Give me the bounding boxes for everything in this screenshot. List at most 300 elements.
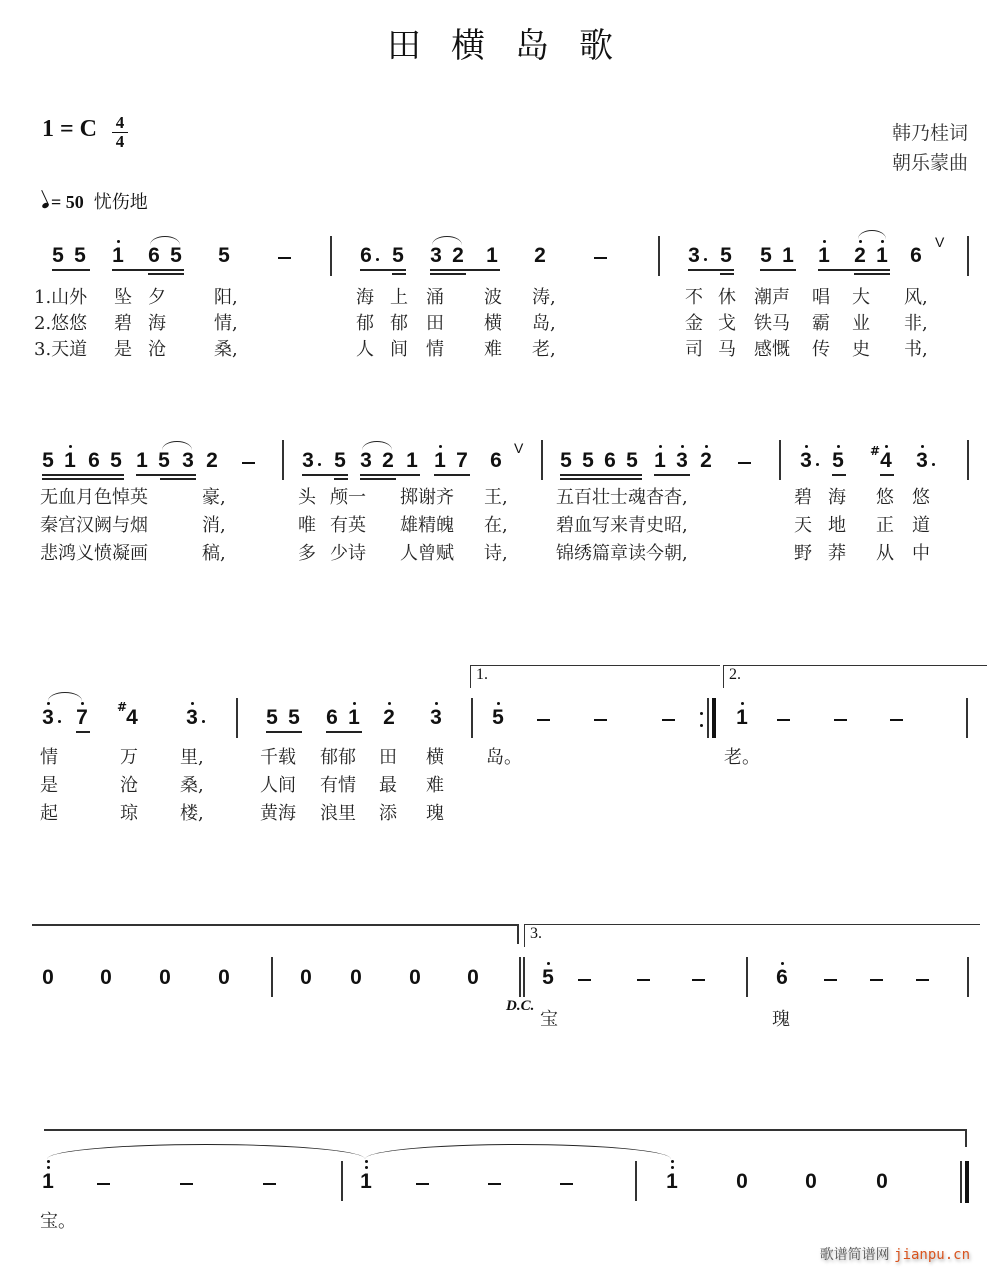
lyric: 老, [532,339,556,360]
lyric: 起 [40,803,58,824]
lyric: 有英 [330,515,366,536]
lyric: 瑰 [772,1009,790,1030]
lyric: 郁郁 [320,747,356,768]
note: 1 [42,1170,54,1193]
note: 2 [383,706,395,729]
dash [578,979,591,981]
note: 5 [218,244,230,267]
octave-dot [47,702,50,705]
watermark [820,1244,970,1264]
tempo-value: = 50 [51,192,84,212]
rest: 0 [350,966,362,989]
watermark-site-name: 歌谱简谱网 [819,1247,890,1263]
underline [880,474,894,476]
note: 1 [360,1170,372,1193]
underline [832,474,846,476]
note: 1 [876,244,888,267]
lyric: 涛, [532,287,556,308]
augmentation-dot [58,720,61,723]
octave-dot [671,1160,674,1163]
double-barline [523,957,525,997]
note: 6 [88,449,100,472]
volta-end [517,924,519,944]
underline [654,474,690,476]
barline [967,957,969,997]
lyric: 潮声 [754,287,790,308]
lyric: 史 [852,339,870,360]
lyric: 业 [852,313,870,334]
time-signature [112,114,128,151]
note: 3 [688,244,700,267]
underline [560,478,642,480]
underline [160,478,196,480]
lyric: 沧 [148,339,166,360]
note: 1 [406,449,418,472]
note: 5 [542,966,554,989]
lyric: 大 [852,287,870,308]
dash [637,979,650,981]
note: 1 [348,706,360,729]
composer: 朝乐蒙曲 [891,152,968,174]
lyric: 桑, [180,775,204,796]
lyric: 从 [876,543,894,564]
underline [76,731,90,733]
note: 6 [148,244,160,267]
final-barline-thick [965,1161,969,1203]
note: 5 [42,449,54,472]
underline [112,269,184,271]
octave-dot [117,240,120,243]
expression-mark: 忧伤地 [93,192,148,213]
lyric: 唱 [812,287,830,308]
lyric: 碧血写来青史昭, [556,515,688,536]
note: 7 [456,449,468,472]
octave-dot [921,445,924,448]
song-title: 田横岛歌 [387,26,643,66]
augmentation-dot [932,463,935,466]
dash [537,719,550,721]
volta-end [965,1129,967,1147]
time-denominator: 4 [112,132,128,151]
dash [834,719,847,721]
dash [824,979,837,981]
dash [916,979,929,981]
note: 5 [720,244,732,267]
note: 1 [64,449,76,472]
octave-dot [388,702,391,705]
note: 5 [52,244,64,267]
underline [818,269,890,271]
underline [148,273,184,275]
lyric: 马 [718,339,736,360]
augmentation-dot [704,258,707,261]
lyric: 海 [356,287,374,308]
lyric: 难 [426,775,444,796]
lyric: 情, [214,313,238,334]
dash [560,1183,573,1185]
note: 5 [582,449,594,472]
tempo-marking [42,188,148,214]
dash [777,719,790,721]
sharp-sign: # [117,700,128,714]
note: 6 [490,449,502,472]
lyric: 横 [484,313,502,334]
slur [432,236,462,245]
note: 6 [604,449,616,472]
octave-dot [47,1166,50,1169]
rest: 0 [100,966,112,989]
lyric: 中 [912,543,930,564]
underline [360,269,406,271]
note: 5 [760,244,772,267]
lyric: 王, [484,487,508,508]
octave-dot [741,702,744,705]
dash [738,462,751,464]
lyric: 坠 [114,287,132,308]
lyric: 夕 [148,287,166,308]
lyric: 野 [794,543,812,564]
dash [594,257,607,259]
octave-dot [805,445,808,448]
double-barline [519,957,521,997]
sharp-sign: # [870,444,881,458]
note: 4 [126,706,138,729]
underline [560,474,642,476]
octave-dot [81,702,84,705]
note: 4 [880,449,892,472]
underline [688,269,734,271]
lyric: 戈 [718,313,736,334]
barline [635,1161,637,1201]
lyric: 碧 [114,313,132,334]
octave-dot [681,445,684,448]
note: 2 [700,449,712,472]
barline [236,698,238,738]
tie [47,1144,365,1159]
barline [967,440,969,480]
note: 5 [626,449,638,472]
underline [434,474,470,476]
note: 1 [736,706,748,729]
augmentation-dot [816,463,819,466]
rest: 0 [218,966,230,989]
volta-2: 2. [723,665,987,688]
dash [97,1183,110,1185]
augmentation-dot [318,463,321,466]
lyric: 雄精魄 [400,515,454,536]
note: 5 [392,244,404,267]
lyric: 人间 [260,775,296,796]
lyric: 人 [356,339,374,360]
rest: 0 [159,966,171,989]
lyric: 风, [904,287,928,308]
barline [966,698,968,738]
lyric: 郁 [390,313,408,334]
lyric: 豪, [202,487,226,508]
note: 2 [206,449,218,472]
lyric: 浪里 [320,803,356,824]
lyric: 地 [828,515,846,536]
slur [362,441,392,450]
lyric: 人曾赋 [400,543,454,564]
lyric: 郁 [356,313,374,334]
lyric: 宝 [540,1009,558,1030]
lyric: 五百壮士魂杳杳, [556,487,688,508]
underline [326,731,362,733]
note: 1 [818,244,830,267]
lyric: 莽 [828,543,846,564]
octave-dot [547,962,550,965]
note: 5 [288,706,300,729]
breath-mark: V [935,234,945,250]
dash [594,719,607,721]
rest: 0 [736,1170,748,1193]
augmentation-dot [202,720,205,723]
note: 5 [170,244,182,267]
lyric: 楼, [180,803,204,824]
note: 5 [158,449,170,472]
lyric: 琼 [120,803,138,824]
dash [242,462,255,464]
note: 2 [854,244,866,267]
note: 2 [452,244,464,267]
lyric: 掷谢齐 [400,487,454,508]
dash [180,1183,193,1185]
augmentation-dot [376,258,379,261]
note: 3 [430,244,442,267]
lyric: 金 [685,313,703,334]
octave-dot [823,240,826,243]
note: 1 [112,244,124,267]
note: 3 [182,449,194,472]
lyric: 万 [120,747,138,768]
note: 3 [302,449,314,472]
slur [162,441,192,450]
dash [263,1183,276,1185]
lyric: 黄海 [260,803,296,824]
dash [488,1183,501,1185]
lyric: 不 [685,287,703,308]
underline [720,273,734,275]
octave-dot [781,962,784,965]
barline [341,1161,343,1201]
lyric: 千载 [260,747,296,768]
lyricist: 韩乃桂词 [891,122,968,144]
note: 5 [266,706,278,729]
lyric: 休 [718,287,736,308]
lyric: 天 [794,515,812,536]
note: 5 [560,449,572,472]
key-signature: 1 = C [42,116,98,142]
note: 3 [360,449,372,472]
dc-mark: D.C. [506,998,535,1014]
lyric: 间 [390,339,408,360]
note: 5 [832,449,844,472]
lyric: 在, [484,515,508,536]
lyric: 上 [390,287,408,308]
lyric: 颅一 [330,487,366,508]
octave-dot [365,1160,368,1163]
lyric: 铁马 [754,313,790,334]
rest: 0 [876,1170,888,1193]
dash [416,1183,429,1185]
lyric: 多 [298,543,316,564]
dash [692,979,705,981]
underline [392,273,406,275]
octave-dot [885,445,888,448]
lyric: 情 [426,339,444,360]
barline [282,440,284,480]
lyric: 少诗 [330,543,366,564]
octave-dot [497,702,500,705]
lyric: 非, [904,313,928,334]
underline [334,478,348,480]
octave-dot [435,702,438,705]
lyric: 碧 [794,487,812,508]
note: 3 [800,449,812,472]
note: 7 [76,706,88,729]
barline [471,698,473,738]
lyric: 诗, [484,543,508,564]
volta-1: 1. [470,665,720,688]
rest: 0 [467,966,479,989]
underline [760,269,796,271]
lyric: 宝。 [40,1211,76,1232]
lyric: 悠 [912,487,930,508]
barline [967,236,969,276]
breath-mark: V [514,440,524,456]
lyric: 有情 [320,775,356,796]
repeat-barline-thin [707,698,709,738]
barline [779,440,781,480]
lyric: 书, [904,339,928,360]
underline [52,269,90,271]
lyric: 涌 [426,287,444,308]
lyric: 桑, [214,339,238,360]
note: 5 [492,706,504,729]
lyric: 海 [828,487,846,508]
lyric: 难 [484,339,502,360]
note: 6 [326,706,338,729]
note: 3 [916,449,928,472]
underline [42,478,124,480]
underline [854,273,890,275]
underline [360,478,396,480]
dash [870,979,883,981]
note: 6 [910,244,922,267]
lyric: 横 [426,747,444,768]
lyric: 传 [812,339,830,360]
octave-dot [705,445,708,448]
lyric: 岛, [532,313,556,334]
lyric: 感慨 [754,339,790,360]
barline [271,957,273,997]
lyric: 瑰 [426,803,444,824]
octave-dot [837,445,840,448]
note: 5 [110,449,122,472]
lyric: 头 [298,487,316,508]
note: 1 [654,449,666,472]
lyric: 唯 [298,515,316,536]
octave-dot [365,1166,368,1169]
lyric: 消, [202,515,226,536]
dash [662,719,675,721]
rest: 0 [409,966,421,989]
slur [150,236,180,245]
lyric: 情 [40,747,58,768]
lyric: 悲鸿义愤凝画 [40,543,148,564]
repeat-dot [700,712,703,715]
lyric: 沧 [120,775,138,796]
lyric: 岛。 [486,747,522,768]
lyric: 1.山外 [34,287,88,308]
barline [658,236,660,276]
watermark-domain: jianpu.cn [894,1247,970,1263]
note: 6 [776,966,788,989]
underline [42,474,124,476]
note: 3 [186,706,198,729]
lyric: 老。 [724,747,760,768]
note: 1 [136,449,148,472]
lyric: 海 [148,313,166,334]
lyric: 秦宫汉阙与烟 [40,515,148,536]
lyric: 正 [876,515,894,536]
slur [48,692,82,701]
lyric: 司 [685,339,703,360]
octave-dot [69,445,72,448]
lyric: 稿, [202,543,226,564]
note: 1 [486,244,498,267]
note: 6 [360,244,372,267]
note: 5 [334,449,346,472]
final-barline-thin [960,1161,962,1203]
underline [430,269,500,271]
note: 3 [676,449,688,472]
lyric: 2.悠悠 [34,313,88,334]
octave-dot [659,445,662,448]
lyric: 无血月色悼英 [40,487,148,508]
credits [892,118,968,178]
lyric: 阳, [214,287,238,308]
lyric: 霸 [812,313,830,334]
lyric: 田 [379,747,397,768]
lyric: 是 [40,775,58,796]
time-numerator: 4 [115,113,125,132]
lyric: 波 [484,287,502,308]
lyric: 3.天道 [34,339,88,360]
octave-dot [859,240,862,243]
underline [430,273,466,275]
note: 1 [434,449,446,472]
rest: 0 [42,966,54,989]
rest: 0 [805,1170,817,1193]
octave-dot [671,1166,674,1169]
note: 2 [534,244,546,267]
octave-dot [191,702,194,705]
note: 1 [666,1170,678,1193]
octave-dot [353,702,356,705]
barline [541,440,543,480]
octave-dot [881,240,884,243]
lyric: 是 [114,339,132,360]
slur [858,230,886,239]
note: 5 [74,244,86,267]
volta-line [32,924,518,926]
lyric: 最 [379,775,397,796]
underline [136,474,196,476]
dash [278,257,291,259]
lyric: 田 [426,313,444,334]
